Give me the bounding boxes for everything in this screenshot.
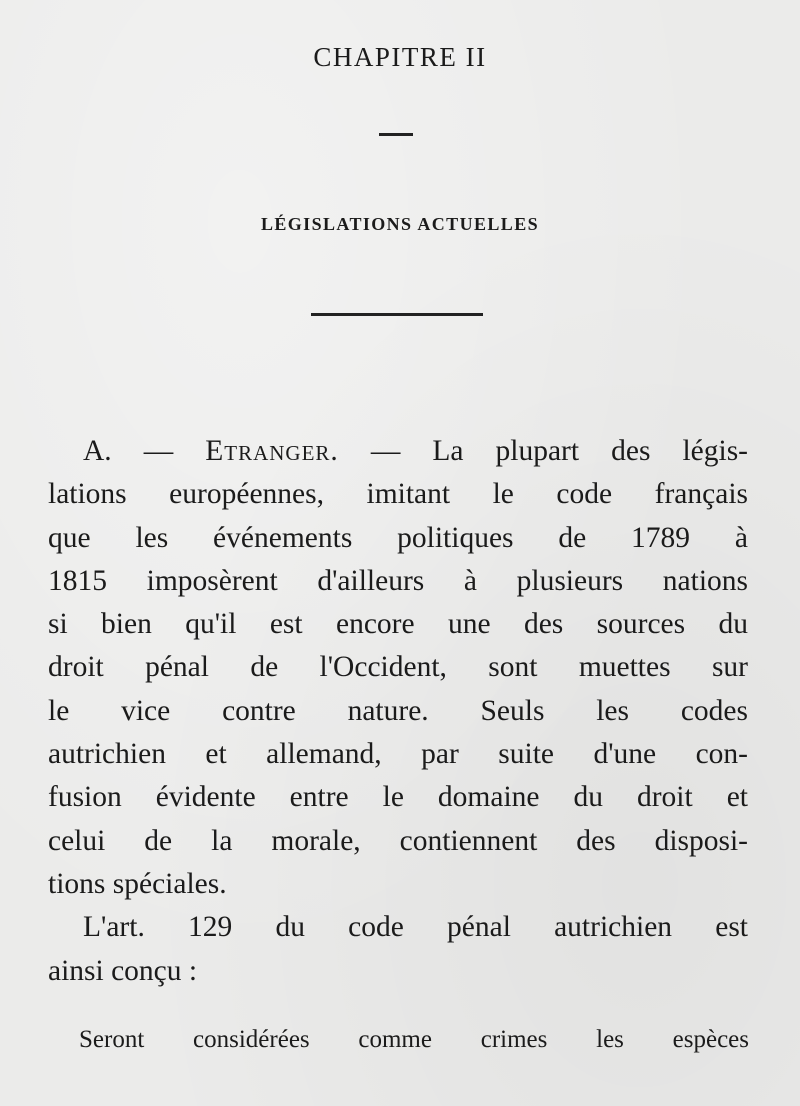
- long-rule-divider: [311, 313, 483, 316]
- text-line: tions spéciales.: [48, 867, 227, 900]
- text-line: droit pénal de l'Occident, sont muettes sur: [48, 651, 748, 684]
- paragraph-art-129: [48, 906, 748, 993]
- text-line: celui de la morale, contiennent des disposi-: [48, 824, 748, 857]
- text-line: autrichien et allemand, par suite d'une con-: [48, 738, 748, 771]
- chapter-title: CHAPITRE II: [313, 42, 487, 72]
- text-line: L'art. 129 du code pénal autrichien est: [83, 911, 748, 944]
- text-line: 1815 imposèrent d'ailleurs à plusieurs nations: [48, 564, 748, 597]
- paragraph-etranger: [48, 430, 748, 906]
- para-line-rest: — La plupart des légis-: [338, 435, 748, 467]
- short-rule-divider: [379, 133, 413, 136]
- para-lead: A. —: [83, 435, 206, 467]
- text-line: si bien qu'il est encore une des sources du: [48, 608, 748, 641]
- para-lead-smallcaps: Etranger.: [205, 435, 339, 467]
- text-line: le vice contre nature. Seuls les codes: [48, 694, 748, 727]
- text-line: lations européennes, imitant le code français: [48, 478, 748, 511]
- text-line: [48, 430, 748, 473]
- section-title: LÉGISLATIONS ACTUELLES: [260, 214, 540, 234]
- body-text: [48, 430, 748, 993]
- quoted-article-text: Seront considérées comme crimes les espèces: [79, 1026, 749, 1053]
- text-line: ainsi conçu :: [48, 954, 198, 987]
- text-line: que les événements politiques de 1789 à: [48, 521, 748, 554]
- text-line: fusion évidente entre le domaine du droit et: [48, 781, 748, 814]
